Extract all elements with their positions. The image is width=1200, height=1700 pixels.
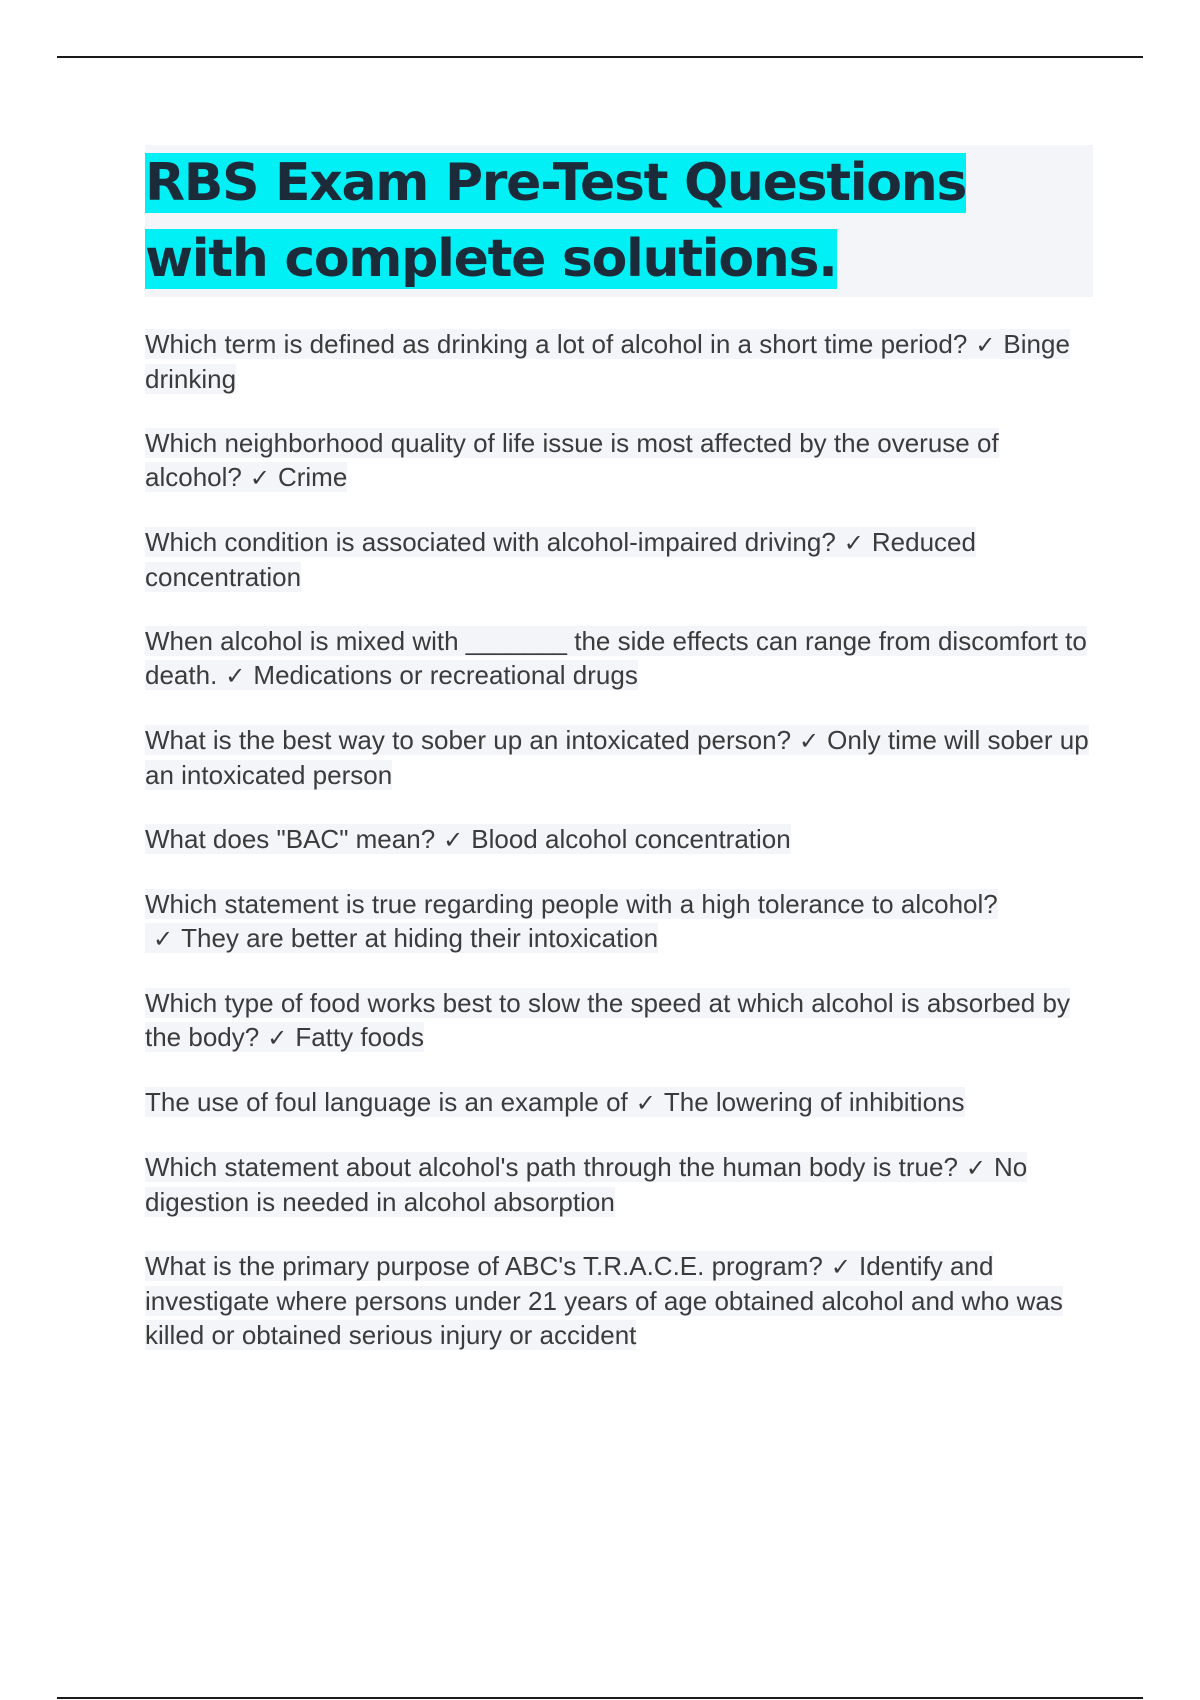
check-mark-icon: ✓ [249, 464, 270, 492]
question-text: Which neighborhood quality of life issue is most affected by the overuse of alcohol? [145, 428, 999, 492]
question-text: Which type of food works best to slow the speed at which alcohol is absorbed by the body? [145, 988, 1070, 1052]
qa-item [145, 624, 1090, 693]
question-text: Which term is defined as drinking a lot of alcohol in a short time period? [145, 329, 968, 359]
qa-list [145, 327, 1095, 1352]
check-mark-icon: ✓ [635, 1089, 656, 1117]
question-text: Which statement is true regarding people with a high tolerance to alcohol? [145, 889, 998, 919]
check-mark-icon: ✓ [843, 529, 864, 557]
question-text: What does "BAC" mean? [145, 824, 436, 854]
check-mark-icon: ✓ [799, 727, 820, 755]
answer-text: Only time will sober up an intoxicated person [145, 725, 1089, 790]
question-text: What is the primary purpose of ABC's T.R.A.C.E. program? [145, 1251, 823, 1281]
page-title [145, 145, 1093, 297]
check-mark-icon: ✓ [965, 1154, 987, 1182]
question-text: Which statement about alcohol's path through the human body is true? [145, 1152, 958, 1182]
document-body [145, 145, 1095, 1382]
check-mark-icon: ✓ [975, 331, 996, 359]
qa-item [145, 327, 1090, 396]
check-mark-icon: ✓ [830, 1253, 851, 1281]
question-text: What is the best way to sober up an intoxicated person? [145, 725, 792, 755]
question-text: The use of foul language is an example of [145, 1087, 628, 1117]
check-mark-icon: ✓ [225, 662, 246, 690]
top-rule [57, 56, 1143, 58]
answer-text: Blood alcohol concentration [471, 824, 791, 854]
qa-item [145, 426, 1090, 495]
question-text: Which condition is associated with alcohol-impaired driving? [145, 527, 836, 557]
qa-item [145, 723, 1090, 792]
bottom-rule [57, 1697, 1143, 1699]
answer-text: Identify and investigate where persons under 21 years of age obtained alcohol and who was killed or obtained serious injury or accident [145, 1251, 1063, 1350]
title-text: RBS Exam Pre-Test Questions with complete solutions. [145, 153, 967, 289]
title-block [145, 145, 1093, 297]
answer-text: No digestion is needed in alcohol absorption [145, 1152, 1028, 1217]
answer-text: They are better at hiding their intoxication [181, 923, 659, 953]
check-mark-icon: ✓ [153, 925, 174, 953]
answer-text: Reduced concentration [145, 527, 976, 592]
answer-text: Medications or recreational drugs [253, 660, 638, 690]
check-mark-icon: ✓ [443, 826, 464, 854]
qa-item [145, 822, 1090, 857]
question-text: When alcohol is mixed with _______ the side effects can range from discomfort to death. [145, 626, 1087, 690]
qa-item [145, 525, 1090, 594]
qa-item [145, 1085, 1090, 1120]
check-mark-icon: ✓ [267, 1024, 288, 1052]
qa-item [145, 887, 1090, 956]
qa-item [145, 986, 1090, 1055]
qa-item [145, 1150, 1090, 1219]
answer-text: The lowering of inhibitions [663, 1087, 965, 1117]
qa-item [145, 1249, 1090, 1352]
answer-text: Binge drinking [145, 329, 1070, 394]
answer-text: Crime [277, 462, 348, 492]
answer-text: Fatty foods [295, 1022, 424, 1052]
